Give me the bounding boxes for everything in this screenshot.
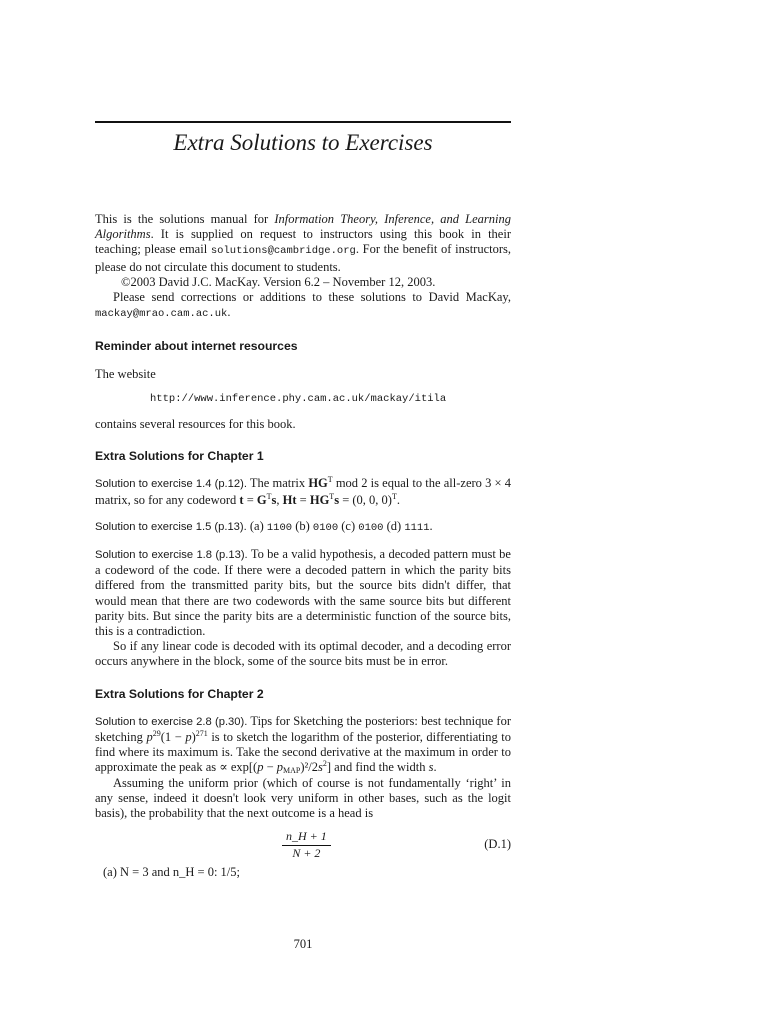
solution-text: (d) <box>383 518 405 533</box>
solution-label: Solution to exercise 1.8 (p.13). <box>95 549 248 562</box>
solution-label: Solution to exercise 1.5 (p.13). <box>95 520 247 533</box>
page-title: Extra Solutions to Exercises <box>173 130 433 155</box>
copyright-line: ©2003 David J.C. MacKay. Version 6.2 – November 12, 2003. <box>121 274 436 289</box>
answer-value: 0100 <box>358 521 384 534</box>
equation-number: (D.1) <box>484 837 511 852</box>
intro-text: . It is supplied on request to instructors using this book in their teaching; please email <box>95 227 511 257</box>
top-rule <box>95 121 511 123</box>
solution-1-8 <box>95 547 511 639</box>
corrections-text: . <box>227 305 231 320</box>
chapter1-heading: Extra Solutions for Chapter 1 <box>95 449 264 464</box>
page-number: 701 <box>293 937 313 951</box>
solution-text: )²/2 <box>300 760 319 775</box>
chapter2-heading: Extra Solutions for Chapter 2 <box>95 686 264 701</box>
mackay-email: mackay@mrao.cam.ac.uk <box>95 308 228 321</box>
solution-label: Solution to exercise 1.4 (p.12). <box>95 478 247 491</box>
solution-text: To be a valid hypothesis, a decoded pattern must be a codeword of the code. If there were a decoded pattern in which the parity bits differed from the transmitted parity bits, but the source bits didn't differ, that would mean that there are two codewords with the same source bits but different parity bits. But since the parity bits are a deterministic function of the source bits, this is a contradiction. <box>95 547 511 639</box>
solution-1-8-continued: So if any linear code is decoded with its optimal decoder, and a decoding error occurs anywhere in the block, some of the source bits must be in error. <box>95 639 511 669</box>
solution-text: is to sketch the logarithm of the posterior, differentiating to find where its maximum is. Take the second derivative at the maximum in order to approximate the peak as ∝ exp[( <box>95 730 511 775</box>
solutions-email: solutions@cambridge.org <box>210 245 356 258</box>
answer-value: 1100 <box>266 521 293 534</box>
solution-text: . <box>396 492 400 507</box>
book-title: Information Theory, Inference, and Learning Algorithms <box>95 212 511 242</box>
solution-2-8: Solution to exercise 2.8 (p.30). Tips for Sketching the posteriors: best technique for sketching $p^{29}(1 - p)^{271}$ is to sketch the logarithm of the posterior, differentiating to find where its maximum is. Take the second derivative at the maximum in order to approximate the peak as ∝ $\exp[(p - p_{MAP})^2/2s^2]$ and find the width s. <box>95 713 511 776</box>
case-a: (a) N = 3 and n_H = 0: 1/5; <box>103 865 240 880</box>
answer-value: 1111 <box>404 521 430 534</box>
solution-label: Solution to exercise 2.8 (p.30). <box>95 715 248 728</box>
corrections-text: Please send corrections or additions to these solutions to David MacKay, <box>113 290 511 305</box>
intro-text: . For the benefit of instructors, please do not circulate this document to students. <box>95 242 512 274</box>
solution-1-4: Solution to exercise 1.4 (p.12). The matrix $HG^T$ mod 2 is equal to the all-zero 3 × 4 matrix, so for any codeword $t = G^Ts$, $Ht = HG^Ts = (0$, 0, 0)$^T$. <box>95 475 511 507</box>
solution-text: The matrix <box>249 476 309 491</box>
intro-paragraph <box>95 212 511 275</box>
solution-text: . <box>429 518 433 533</box>
content <box>95 212 511 881</box>
fraction <box>282 829 331 860</box>
website-url: http://www.inference.phy.cam.ac.uk/mackay/itila <box>150 392 447 405</box>
solution-text: Tips for Sketching the posteriors: best technique for sketching <box>95 713 511 745</box>
website-lead: The website <box>95 366 156 381</box>
fraction-denominator: N + 2 <box>282 845 331 861</box>
solution-text: = (0, 0, 0) <box>339 492 392 507</box>
solution-text: (c) <box>338 518 359 533</box>
solution-text: mod 2 is equal to the all-zero 3 × 4 matrix, so for any codeword <box>95 476 511 507</box>
solution-1-5 <box>95 519 511 536</box>
uniform-prior-paragraph: Assuming the uniform prior (which of course is not fundamentally ‘right’ in any sense, indeed it doesn't look very uniform in other bases, such as the logit basis), the probability that the next outcome is a head is <box>95 775 511 821</box>
solution-text: (b) <box>292 518 313 533</box>
website-tail: contains several resources for this book. <box>95 417 296 432</box>
answer-value: 0100 <box>312 521 339 534</box>
internet-heading: Reminder about internet resources <box>95 339 298 354</box>
equation-d1 <box>95 829 511 865</box>
corrections-paragraph <box>95 290 511 322</box>
solution-text: (a) <box>249 518 267 533</box>
intro-text: This is the solutions manual for <box>95 212 275 226</box>
fraction-numerator: n_H + 1 <box>286 829 327 844</box>
solution-text: . <box>433 760 437 775</box>
solution-text: ] and find the width <box>326 760 429 775</box>
